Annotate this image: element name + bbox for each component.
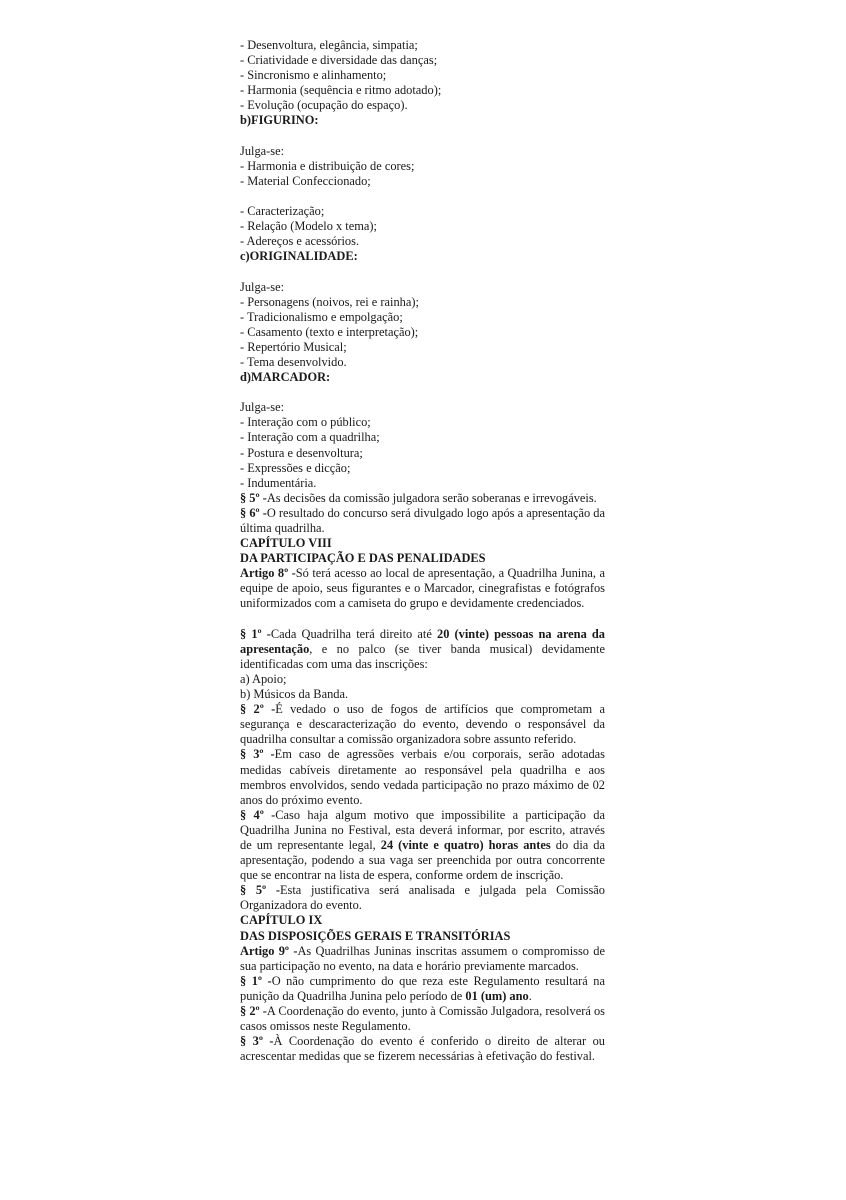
list-item: - Harmonia (sequência e ritmo adotado); xyxy=(240,83,442,98)
list-item: - Interação com a quadrilha; xyxy=(240,430,380,445)
paragraph-2 xyxy=(240,1004,605,1034)
judge-label: Julga-se: xyxy=(240,143,285,158)
paragraph-3 xyxy=(240,1034,605,1064)
list-item: - Indumentária. xyxy=(240,475,317,490)
list-item: - Casamento (texto e interpretação); xyxy=(240,324,419,339)
article-8 xyxy=(240,566,605,611)
paragraph-6 xyxy=(240,506,605,536)
article-label: Artigo 9º - xyxy=(240,943,298,958)
paragraph-label: § 2º - xyxy=(240,702,276,717)
judge-label: Julga-se: xyxy=(240,400,285,415)
spacer xyxy=(240,189,605,204)
paragraph-label: § 5º - xyxy=(240,883,280,898)
article-text: As Quadrilhas Juninas inscritas assumem o compromisso de sua participação no evento, na data e horário previamente marcados. xyxy=(240,943,606,973)
section-heading-originalidade: c)ORIGINALIDADE: xyxy=(240,249,358,264)
list-item: - Relação (Modelo x tema); xyxy=(240,219,377,234)
paragraph-2 xyxy=(240,702,605,747)
paragraph-label: § 1º - xyxy=(240,626,271,641)
list-item: - Tradicionalismo e empolgação; xyxy=(240,309,403,324)
list-item: - Repertório Musical; xyxy=(240,339,347,354)
paragraph-text: As decisões da comissão julgadora serão soberanas e irrevogáveis. xyxy=(266,490,597,505)
spacer xyxy=(240,385,605,400)
paragraph-bold-text: 20 (vinte) pessoas na arena da apresentação xyxy=(240,626,605,656)
list-item: - Harmonia e distribuição de cores; xyxy=(240,158,415,173)
paragraph-text: O não cumprimento do que reza este Regulamento resultará na punição da Quadrilha Junina pelo período de xyxy=(240,973,605,1003)
judge-label: Julga-se: xyxy=(240,279,285,294)
paragraph-label: § 6º - xyxy=(240,505,267,520)
list-item: - Tema desenvolvido. xyxy=(240,354,347,369)
list-item: b) Músicos da Banda. xyxy=(240,687,349,702)
paragraph-bold-text: 01 (um) ano xyxy=(465,988,529,1003)
paragraph-text: O resultado do concurso será divulgado logo após a apresentação da última quadrilha. xyxy=(240,505,605,535)
list-item: - Expressões e dicção; xyxy=(240,460,351,475)
article-text: Só terá acesso ao local de apresentação, a Quadrilha Junina, a equipe de apoio, seus figurantes e o Marcador, cinegrafistas e fotógrafos uniformizados com a camiseta do grupo e devidamente credenciados. xyxy=(240,566,605,611)
chapter-title: DAS DISPOSIÇÕES GERAIS E TRANSITÓRIAS xyxy=(240,928,511,943)
paragraph-text: . xyxy=(528,988,532,1003)
paragraph-text: , e no palco (se tiver banda musical) devidamente identificadas com uma das inscrições: xyxy=(240,641,605,671)
chapter-title: DA PARTICIPAÇÃO E DAS PENALIDADES xyxy=(240,551,486,566)
list-item: a) Apoio; xyxy=(240,671,287,686)
paragraph-3 xyxy=(240,747,605,807)
list-item: - Evolução (ocupação do espaço). xyxy=(240,98,408,113)
spacer xyxy=(240,129,605,144)
paragraph-label: § 4º - xyxy=(240,807,276,822)
paragraph-text: Esta justificativa será analisada e julgada pela Comissão Organizadora do evento. xyxy=(240,883,605,913)
article-label: Artigo 8º - xyxy=(240,566,296,581)
list-item: - Personagens (noivos, rei e rainha); xyxy=(240,294,419,309)
paragraph-5 xyxy=(240,883,605,913)
paragraph-1 xyxy=(240,974,605,1004)
paragraph-text: É vedado o uso de fogos de artifícios que comprometam a segurança e descaracterização do evento, devendo o responsável da quadrilha consultar a comissão organizadora sobre assunto referido. xyxy=(240,702,605,747)
paragraph-label: § 5º - xyxy=(240,490,267,505)
criteria-list-a xyxy=(240,38,605,113)
section-heading-figurino: b)FIGURINO: xyxy=(240,113,319,128)
list-item: - Criatividade e diversidade das danças; xyxy=(240,53,438,68)
spacer xyxy=(240,264,605,279)
list-item: - Sincronismo e alinhamento; xyxy=(240,68,387,83)
list-item: - Interação com o público; xyxy=(240,415,371,430)
paragraph-1 xyxy=(240,627,605,672)
list-item: - Material Confeccionado; xyxy=(240,173,371,188)
list-item: - Caracterização; xyxy=(240,204,325,219)
paragraph-text: Caso haja algum motivo que impossibilite a participação da Quadrilha Junina no Festival, esta deverá informar, por escrito, através de um representante legal, xyxy=(240,807,605,852)
document-page xyxy=(240,38,605,1064)
paragraph-text: do dia da apresentação, podendo a sua vaga ser preenchida por outra concorrente que se encontrar na lista de espera, conforme ordem de inscrição. xyxy=(240,837,605,883)
list-item: - Postura e desenvoltura; xyxy=(240,445,363,460)
list-item: - Adereços e acessórios. xyxy=(240,234,360,249)
chapter-heading: CAPÍTULO VIII xyxy=(240,536,332,551)
paragraph-text: A Coordenação do evento, junto à Comissão Julgadora, resolverá os casos omissos neste Regulamento. xyxy=(240,1004,605,1034)
paragraph-text: Em caso de agressões verbais e/ou corporais, serão adotadas medidas cabíveis diretamente ao responsável pela quadrilha e aos membros envolvidos, sendo vedada participação no prazo máximo de 02 anos do próximo evento. xyxy=(240,747,605,807)
spacer xyxy=(240,612,605,627)
paragraph-4 xyxy=(240,808,605,883)
list-item: - Desenvoltura, elegância, simpatia; xyxy=(240,38,418,52)
paragraph-text: Cada Quadrilha terá direito até xyxy=(270,626,437,641)
chapter-heading: CAPÍTULO IX xyxy=(240,913,323,928)
paragraph-label: § 1º - xyxy=(240,973,272,988)
paragraph-label: § 3º - xyxy=(240,747,275,762)
paragraph-text: À Coordenação do evento é conferido o direito de alterar ou acrescentar medidas que se fizerem necessárias à efetivação do festival. xyxy=(240,1034,605,1064)
paragraph-bold-text: 24 (vinte e quatro) horas antes xyxy=(380,837,551,852)
paragraph-label: § 3º - xyxy=(240,1034,274,1049)
section-heading-marcador: d)MARCADOR: xyxy=(240,370,331,385)
article-9 xyxy=(240,944,605,974)
paragraph-label: § 2º - xyxy=(240,1004,267,1018)
paragraph-5 xyxy=(240,491,605,506)
